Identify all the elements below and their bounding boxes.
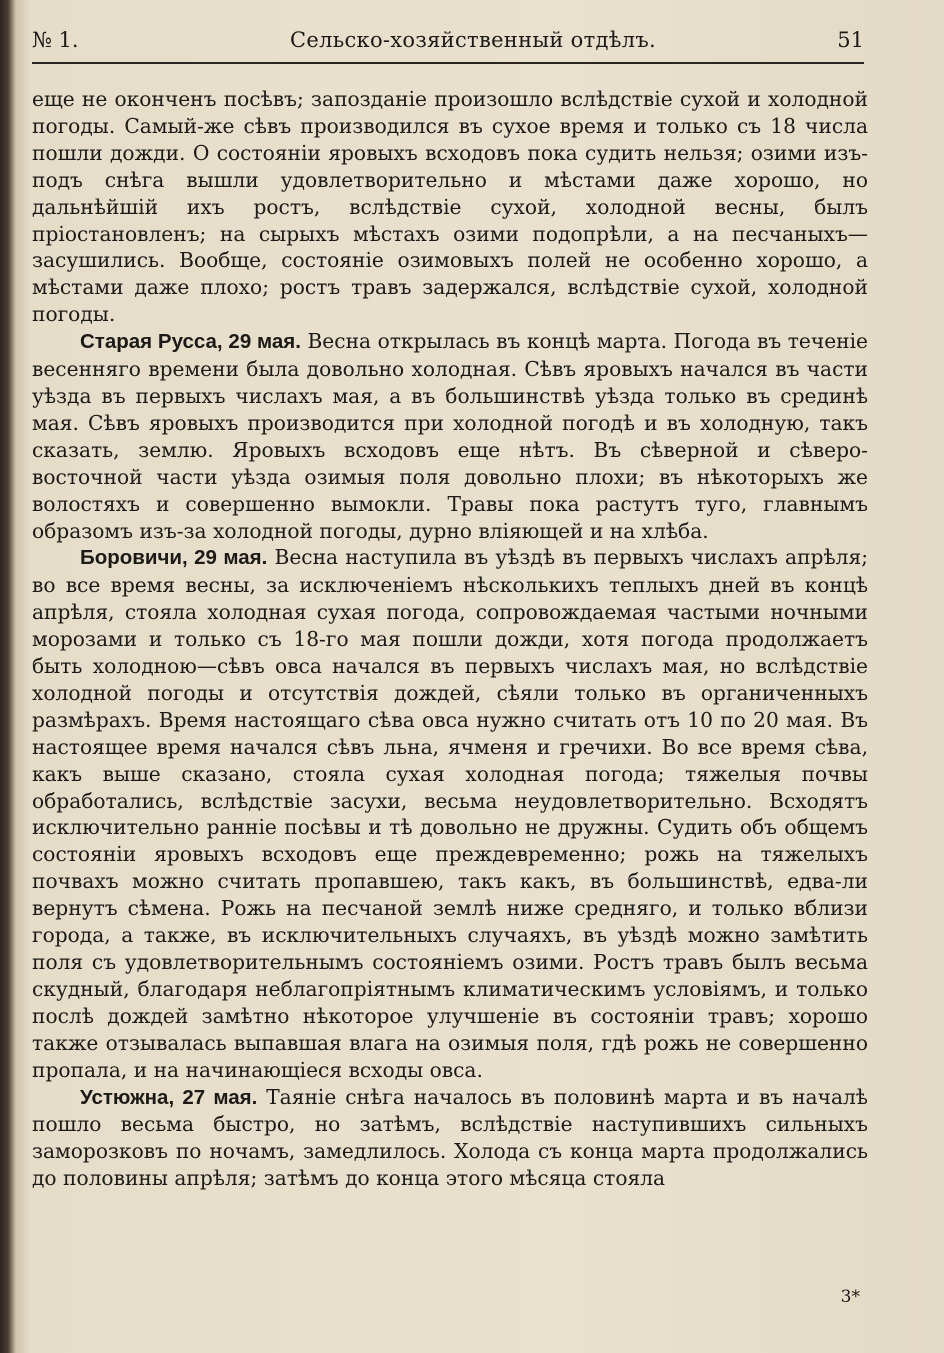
place-heading: Боровичи, 29 мая. — [80, 546, 268, 570]
paragraph-borovichi — [32, 544, 868, 1083]
running-header — [32, 28, 864, 58]
paragraph-text: Таяніе снѣга началось въ половинѣ марта и въ началѣ пошло весьма быстро, но затѣмъ, вслѣдствіе наступившихъ сильныхъ заморозковъ по ночамъ, замедлилось. Холода съ конца марта продолжались до половины апрѣля; затѣмъ до конца этого мѣсяца стояла — [32, 1084, 868, 1191]
signature-mark: 3* — [840, 1287, 860, 1307]
paragraph-ustyuzhna — [32, 1084, 868, 1193]
place-heading: Устюжна, 27 мая. — [80, 1085, 258, 1109]
paragraph-continuation — [32, 86, 868, 328]
paragraph-text: еще не оконченъ посѣвъ; запозданіе произошло вслѣдствіе сухой и холодной погоды. Самый-же сѣвъ производился въ сухое время и только съ 18 числа пошли дожди. О состояніи яровыхъ всходовъ пока судить нельзя; озими изъ-подъ снѣга вышли удовлетворительно и мѣстами даже хорошо, но дальнѣйшій ихъ ростъ, вслѣдствіе сухой, холодной весны, былъ пріостановленъ; на сырыхъ мѣстахъ озими подопрѣли, а на песчаныхъ—засушились. Вообще, состояніе озимовыхъ полей не особенно хорошо, а мѣстами даже плохо; ростъ травъ задержался, вслѣдствіе сухой, холодной погоды. — [32, 87, 868, 327]
page-number: 51 — [837, 28, 864, 52]
article-body — [32, 86, 868, 1192]
place-heading: Старая Русса, 29 мая. — [80, 330, 301, 354]
section-title: Сельско-хозяйственный отдѣлъ. — [290, 28, 657, 52]
paragraph-text: Весна открылась въ концѣ марта. Погода въ теченіе весенняго времени была довольно холодная. Сѣвъ яровыхъ начался въ части уѣзда въ первыхъ числахъ мая, а въ большинствѣ уѣзда только въ срединѣ мая. Сѣвъ яровыхъ производится при холодной погодѣ и въ холодную, такъ сказать, землю. Яровыхъ всходовъ еще нѣтъ. Въ сѣверной и сѣверо-восточной части уѣзда озимыя поля довольно плохи; въ нѣкоторыхъ же волостяхъ и совершенно вымокли. Травы пока растутъ туго, главнымъ образомъ изъ-за холодной погоды, дурно вліяющей и на хлѣба. — [32, 329, 869, 543]
header-rule — [32, 62, 864, 64]
paragraph-staraya-russa — [32, 328, 868, 544]
issue-number: № 1. — [32, 28, 79, 52]
paragraph-text: Весна наступила въ уѣздѣ въ первыхъ числахъ апрѣля; во все время весны, за исключеніемъ нѣсколькихъ теплыхъ дней въ концѣ апрѣля, стояла холодная сухая погода, сопровождаемая частыми ночными морозами и только съ 18-го мая пошли дожди, хотя погода продолжаетъ быть холодною—сѣвъ овса начался въ первыхъ числахъ мая, но вслѣдствіе холодной погоды и отсутствія дождей, сѣяли только въ органиченныхъ размѣрахъ. Время настоящаго сѣва овса нужно считать отъ 10 по 20 мая. Въ настоящее время начался сѣвъ льна, ячменя и гречихи. Во все время сѣва, какъ выше сказано, стояла сухая холодная погода; тяжелыя почвы обработались, вслѣдствіе засухи, весьма неудовлетворительно. Всходятъ исключительно ранніе посѣвы и тѣ довольно не дружны. Судить объ общемъ состояніи яровыхъ всходовъ еще преждевременно; рожь на тяжелыхъ почвахъ можно считать пропавшею, такъ какъ, въ большинствѣ, едва-ли вернутъ сѣмена. Рожь на песчаной землѣ ниже средняго, и только вблизи города, а также, въ исключительныхъ случаяхъ, въ уѣздѣ можно замѣтить поля съ удовлетворительнымъ состояніемъ озими. Ростъ травъ былъ весьма скудный, благодаря неблагопріятнымъ климатическимъ условіямъ, и только послѣ дождей замѣтно нѣкоторое улучшеніе въ состояніи травъ; хорошо также отзывалась выпавшая влага на озимыя поля, гдѣ рожь не совершенно пропала, и на начинающіеся всходы овса. — [32, 545, 868, 1082]
